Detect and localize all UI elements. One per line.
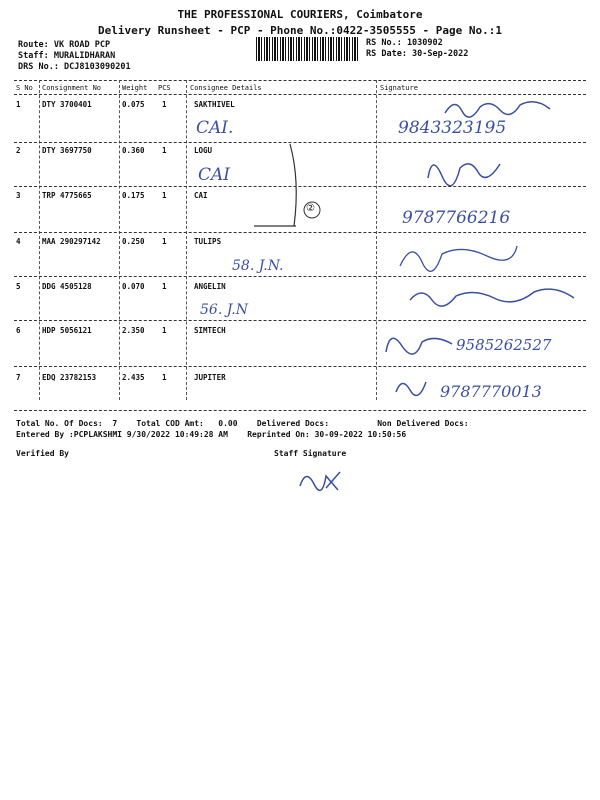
row-pcs: 1 bbox=[162, 146, 167, 155]
row-consignee: CAI bbox=[194, 191, 208, 200]
row-consignment: MAA 290297142 bbox=[42, 237, 101, 246]
col-divider bbox=[39, 80, 40, 400]
rs-number: RS No.: 1030902 bbox=[366, 38, 443, 48]
row-weight: 0.360 bbox=[122, 146, 145, 155]
row-divider bbox=[14, 276, 586, 277]
handwritten-phone: 9585262527 bbox=[456, 336, 552, 354]
row-consignee: SAKTHIVEL bbox=[194, 100, 235, 109]
bracket-mark bbox=[250, 140, 325, 230]
row-sno: 2 bbox=[16, 146, 21, 155]
row-pcs: 1 bbox=[162, 282, 167, 291]
row-pcs: 1 bbox=[162, 191, 167, 200]
row-pcs: 1 bbox=[162, 237, 167, 246]
handwritten-phone: 9843323195 bbox=[398, 118, 507, 138]
handwritten-note: 56. J.N bbox=[200, 302, 248, 318]
row-consignee: TULIPS bbox=[194, 237, 222, 246]
row-sno: 1 bbox=[16, 100, 21, 109]
staff-signature-label: Staff Signature bbox=[274, 449, 347, 458]
row-pcs: 1 bbox=[162, 100, 167, 109]
row-consignee: ANGELIN bbox=[194, 282, 226, 291]
col-header-consignment: Consignment No bbox=[42, 84, 102, 92]
table-top-rule bbox=[14, 80, 586, 81]
signature-scribble bbox=[404, 280, 584, 316]
table-bottom-rule bbox=[14, 410, 586, 411]
verified-by-label: Verified By bbox=[16, 449, 69, 458]
rs-date: RS Date: 30-Sep-2022 bbox=[366, 49, 469, 59]
handwritten-phone: 9787766216 bbox=[402, 208, 511, 228]
row-consignment: DTY 3700401 bbox=[42, 100, 92, 109]
col-divider bbox=[119, 80, 120, 400]
row-consignee: LOGU bbox=[194, 146, 213, 155]
row-consignment: DDG 4505128 bbox=[42, 282, 92, 291]
drs-label: DRS No.: DCJ8103090201 bbox=[18, 62, 131, 72]
signature-scribble bbox=[392, 372, 432, 400]
company-title: THE PROFESSIONAL COURIERS, Coimbatore bbox=[177, 8, 423, 21]
row-divider bbox=[14, 232, 586, 233]
totals-line: Total No. Of Docs: 7 Total COD Amt: 0.00 Delivered Docs: Non Delivered Docs: bbox=[16, 419, 469, 428]
handwritten-note: CAI. bbox=[196, 118, 234, 138]
row-weight: 0.070 bbox=[122, 282, 145, 291]
row-consignment: TRP 4775665 bbox=[42, 191, 92, 200]
row-consignment: DTY 3697750 bbox=[42, 146, 92, 155]
row-divider bbox=[14, 366, 586, 367]
row-consignment: EDQ 23782153 bbox=[42, 373, 97, 382]
signature-stamp-scribble bbox=[392, 236, 522, 276]
handwritten-note: 58. J.N. bbox=[232, 258, 284, 274]
col-header-sno: S No bbox=[16, 84, 33, 92]
row-weight: 0.175 bbox=[122, 191, 145, 200]
runsheet-title: Delivery Runsheet - PCP - Phone No.:0422-3505555 - Page No.:1 bbox=[98, 24, 502, 37]
entered-by-line: Entered By :PCPLAKSHMI 9/30/2022 10:49:28 AM Reprinted On: 30-09-2022 10:50:56 bbox=[16, 430, 407, 439]
signature-scribble bbox=[420, 148, 510, 188]
row-consignment: HDP 5056121 bbox=[42, 326, 92, 335]
row-weight: 0.250 bbox=[122, 237, 145, 246]
row-consignee: JUPITER bbox=[194, 373, 226, 382]
row-pcs: 1 bbox=[162, 326, 167, 335]
row-consignee: SIMTECH bbox=[194, 326, 226, 335]
row-weight: 0.075 bbox=[122, 100, 145, 109]
route-label: Route: VK ROAD PCP bbox=[18, 40, 111, 50]
barcode bbox=[256, 37, 358, 61]
col-header-consignee: Consignee Details bbox=[190, 84, 262, 92]
col-header-weight: Weight bbox=[122, 84, 148, 92]
col-header-pcs: PCS bbox=[158, 84, 171, 92]
handwritten-phone: 9787770013 bbox=[440, 382, 542, 401]
row-pcs: 1 bbox=[162, 373, 167, 382]
staff-label: Staff: MURALIDHARAN bbox=[18, 51, 116, 61]
handwritten-note: CAI bbox=[198, 165, 230, 185]
row-weight: 2.350 bbox=[122, 326, 145, 335]
row-divider bbox=[14, 320, 586, 321]
col-divider bbox=[186, 80, 187, 400]
bracket-number-label: ② bbox=[306, 203, 315, 214]
row-sno: 6 bbox=[16, 326, 21, 335]
signature-scribble bbox=[380, 322, 460, 362]
signature-scribble bbox=[440, 95, 560, 121]
row-sno: 3 bbox=[16, 191, 21, 200]
row-sno: 5 bbox=[16, 282, 21, 291]
staff-signature-scribble bbox=[296, 464, 346, 494]
col-header-signature: Signature bbox=[380, 84, 418, 92]
row-sno: 4 bbox=[16, 237, 21, 246]
row-weight: 2.435 bbox=[122, 373, 145, 382]
row-sno: 7 bbox=[16, 373, 21, 382]
col-divider bbox=[376, 80, 377, 400]
